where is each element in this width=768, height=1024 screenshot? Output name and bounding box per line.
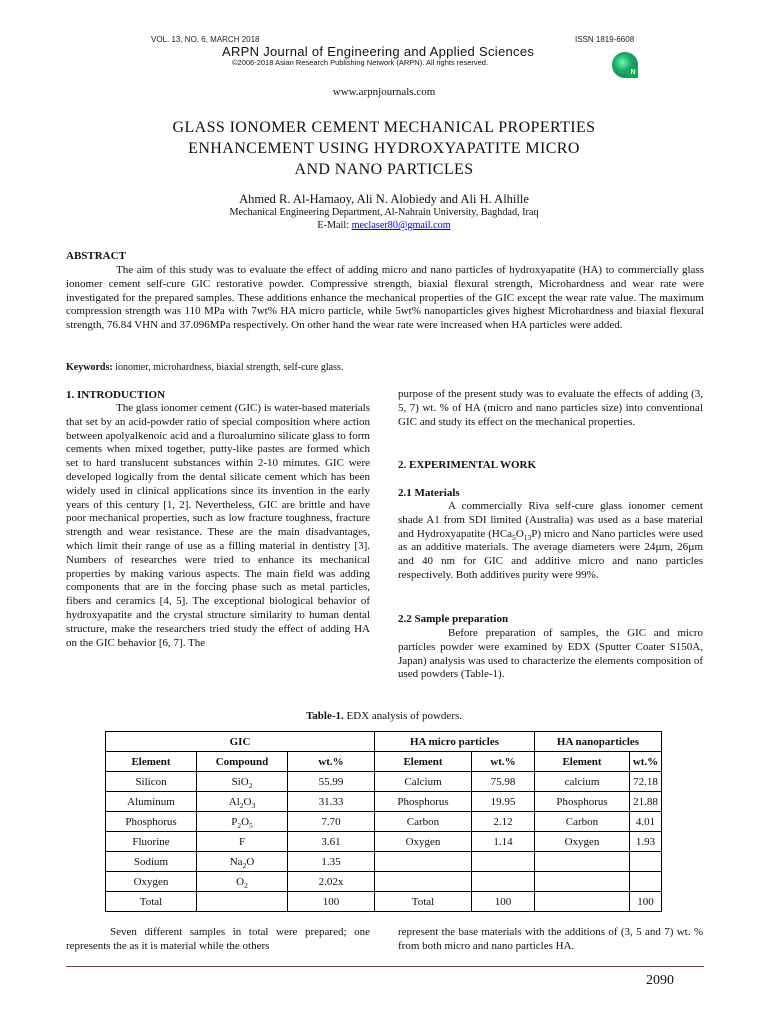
cell: Oxygen: [375, 832, 472, 852]
cell: 75.98: [472, 772, 535, 792]
cell: Oxygen: [106, 872, 197, 892]
col-header: Element: [375, 752, 472, 772]
website: www.arpnjournals.com: [332, 86, 436, 98]
intro-heading: 1. INTRODUCTION: [66, 389, 166, 401]
cell: [472, 852, 535, 872]
col-header: wt.%: [288, 752, 375, 772]
cell: Aluminum: [106, 792, 197, 812]
cell: Phosphorus: [535, 792, 630, 812]
cell: 3.61: [288, 832, 375, 852]
keywords: Keywords: ionomer, microhardness, biaxial strength, self-cure glass.: [66, 362, 344, 373]
copyright: ©2006-2018 Asian Research Publishing Network (ARPN). All rights reserved.: [232, 58, 489, 67]
cell: calcium: [535, 772, 630, 792]
cell: Oxygen: [535, 832, 630, 852]
cell: $Al_2O_3$: [197, 792, 288, 812]
cell: 55.99: [288, 772, 375, 792]
bottom-right-text: represent the base materials with the additions of (3, 5 and 7) wt. % from both micro and nano particles HA.: [398, 926, 703, 952]
cell: Phosphorus: [106, 812, 197, 832]
table-group-row: [106, 732, 662, 752]
cell: [535, 852, 630, 872]
cell: [375, 872, 472, 892]
cell: [197, 892, 288, 912]
email-line: E-Mail: meclaser80@gmail.com: [317, 220, 451, 231]
table-total-row: [106, 892, 662, 912]
cell: 100: [288, 892, 375, 912]
cell: [630, 872, 662, 892]
table-caption: Table-1. EDX analysis of powders.: [305, 710, 463, 722]
email-link[interactable]: meclaser80@gmail.com: [351, 220, 451, 231]
abstract-text: The aim of this study was to evaluate the effect of adding micro and nano particles of hydroxyapatite (HA) to commercially glass ionomer cement self-cure GIC restorative powder. Compressive strength, biaxial flexural strength, Microhardness and wear rate were investigated for the prepared samples. These additions enhance the mechanical properties of the GIC except the wear rate value. The maximum compression strength was 110 MPa with 7wt% HA micro particle, while 5wt% nanoparticles gives highest Microhardness and biaxial flexural strength, 76.84 VHN and 37.096MPa respectively. On other hand the wear rate were increased when HA particles were added.: [66, 264, 704, 332]
group-ha-micro: HA micro particles: [375, 732, 535, 752]
bottom-left-text: Seven different samples in total were prepared; one represents the as it is material while the others: [66, 926, 370, 952]
col-header: Element: [535, 752, 630, 772]
experimental-heading: 2. EXPERIMENTAL WORK: [398, 459, 537, 471]
cell: Total: [106, 892, 197, 912]
cell: 4.01: [630, 812, 662, 832]
cell: 100: [630, 892, 662, 912]
table-row: [106, 872, 662, 892]
cell: Fluorine: [106, 832, 197, 852]
cell: Carbon: [375, 812, 472, 832]
cell: [535, 892, 630, 912]
footer-rule: [66, 966, 704, 967]
table-row: [106, 812, 662, 832]
cell: 19.95: [472, 792, 535, 812]
cell: 1.35: [288, 852, 375, 872]
cell: [535, 872, 630, 892]
cell: [472, 872, 535, 892]
materials-heading: 2.1 Materials: [398, 487, 460, 499]
cell: SiO$_2$: [197, 772, 288, 792]
table-row: [106, 852, 662, 872]
sample-prep-text: Before preparation of samples, the GIC and micro particles powder were examined by EDX (Sputter Coater S150A, Japan) analysis was used to characterize the elements composition of used powders (Table-1).: [398, 627, 703, 681]
cell: [630, 852, 662, 872]
group-gic: GIC: [106, 732, 375, 752]
cell: 31.33: [288, 792, 375, 812]
cell: 2.12: [472, 812, 535, 832]
cell: Carbon: [535, 812, 630, 832]
col-header: wt.%: [630, 752, 662, 772]
sample-prep-heading: 2.2 Sample preparation: [398, 613, 509, 625]
issn: ISSN 1819-6608: [575, 35, 635, 44]
cell: 7.70: [288, 812, 375, 832]
col-header: Compound: [197, 752, 288, 772]
cell: $P_2O_5$: [197, 812, 288, 832]
materials-text: A commercially Riva self-cure glass ionomer cement shade A1 from SDI limited (Australia) was used as a base material and Hydroxyapatite $(HCa_5O_{13}P)$ micro and Nano particles were used as an additive materials. The average diameters were 24µm, 26µm and 40 nm for GIC and additive micro and nano particles respectively. Both additives purity were 99%.: [398, 500, 703, 581]
affiliation: Mechanical Engineering Department, Al-Nahrain University, Baghdad, Iraq: [229, 207, 539, 218]
cell: [375, 852, 472, 872]
paper-title: GLASS IONOMER CEMENT MECHANICAL PROPERTIES ENHANCEMENT USING HYDROXYAPATITE MICRO AND NANO PARTICLES: [172, 119, 596, 178]
cell: 2.02x: [288, 872, 375, 892]
cell: Calcium: [375, 772, 472, 792]
page-number: 2090: [646, 973, 674, 988]
col-header: wt.%: [472, 752, 535, 772]
intro-text: The glass ionomer cement (GIC) is water-based materials that set by an acid-powder ratio of special composition where action between apolyalkenoic acid and a fluroalumino silicate glass to form cements when mixed together, putty-like pastes are formed which set to hard translucent substances within 2-10 minutes. GIC were developed logically from the dental silicate cement which has been widely used in clinical applications since its invention in the early years of this century [1, 2]. Nevertheless, GIC are brittle and have poor mechanical properties, such as low fracture toughness, fracture strength and wear resistance. These are the main disadvantages, which limit their range of use as a filling material in dentistry [3]. Numbers of researches were tried to enhance its mechanical properties by making various aspects. The main field was adding components that are in the forcing phase such as metal particles, fibers and ceramics [4, 5]. The exceptional biological behavior of hydroxyapatite and the crystal structure similarity to human dental structure, make the researchers tried study the effect of adding HA on the GIC behavior [6, 7]. The: [66, 402, 370, 649]
cell: 1.14: [472, 832, 535, 852]
table-row: [106, 772, 662, 792]
cell: F: [197, 832, 288, 852]
cell: 21.88: [630, 792, 662, 812]
cell: 72.18: [630, 772, 662, 792]
journal-name: ARPN Journal of Engineering and Applied Sciences: [222, 44, 535, 59]
cell: Total: [375, 892, 472, 912]
cell: 1.93: [630, 832, 662, 852]
cell: Phosphorus: [375, 792, 472, 812]
abstract-heading: ABSTRACT: [66, 250, 126, 262]
cell: Silicon: [106, 772, 197, 792]
cell: 100: [472, 892, 535, 912]
cell: $O_2$: [197, 872, 288, 892]
cell: Sodium: [106, 852, 197, 872]
volume-info: VOL. 13, NO. 6, MARCH 2018: [151, 35, 260, 44]
table-header-row: [106, 752, 662, 772]
arpn-logo-icon: N: [612, 52, 636, 76]
table-row: [106, 832, 662, 852]
authors: Ahmed R. Al-Hamaoy, Ali N. Alobiedy and Ali H. Alhille: [239, 192, 529, 206]
group-ha-nano: HA nanoparticles: [535, 732, 662, 752]
edx-table: [105, 731, 662, 912]
col-header: Element: [106, 752, 197, 772]
cell: $Na_2O$: [197, 852, 288, 872]
intro-continued: purpose of the present study was to evaluate the effects of adding (3, 5, 7) wt. % of HA (micro and nano particles size) into conventional GIC and study its effect on the mechanical properties.: [398, 388, 703, 428]
table-row: [106, 792, 662, 812]
